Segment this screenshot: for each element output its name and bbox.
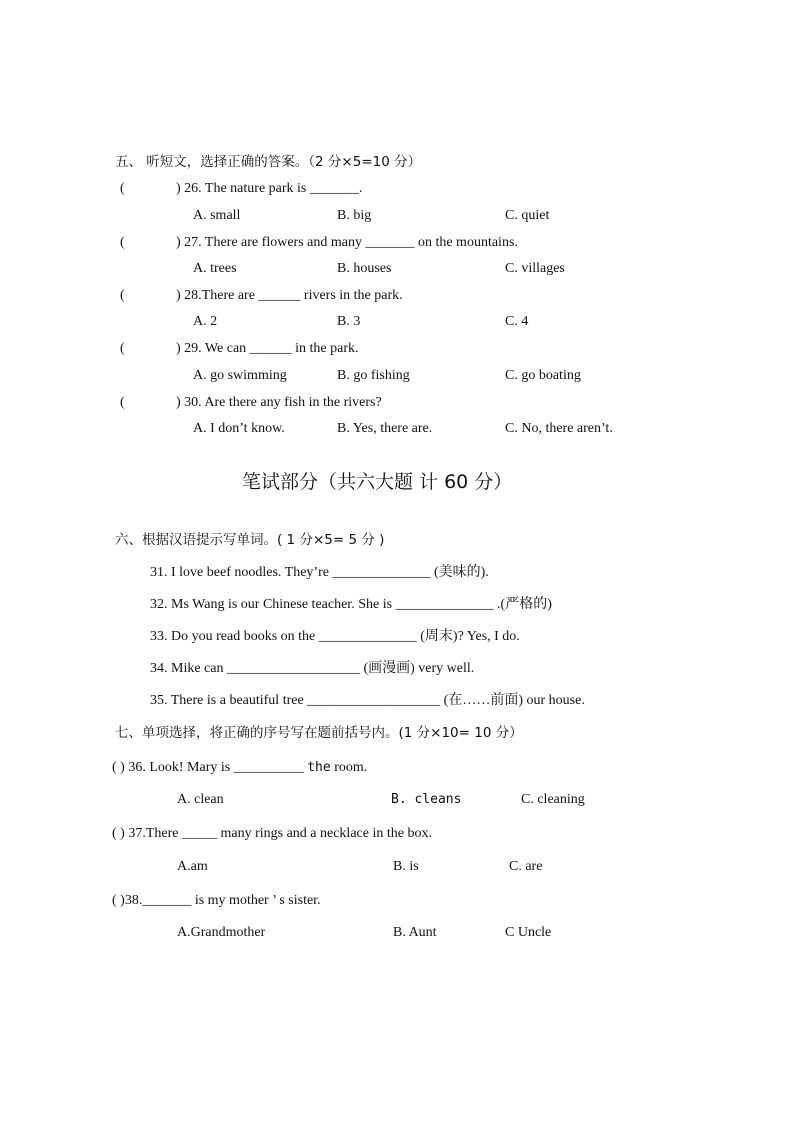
option-b: B. cleans [391,792,462,807]
answer-paren: ( ) [112,760,125,775]
answer-paren-close: ) [176,181,181,196]
question-38-text: 38._______ is my mother ’ s sister. [124,893,321,908]
option-b: B. big [337,208,372,223]
option-c: C. No, there aren’t. [505,421,613,436]
option-a: A. 2 [193,314,218,329]
option-a: A. trees [193,261,237,276]
section-6-heading: 六、根据汉语提示写单词。( 1 分×5= 5 分 ) [115,532,385,548]
option-b: B. Yes, there are. [337,421,433,436]
question-37-text: 37.There _____ many rings and a necklace in the box. [124,826,432,841]
question-34: 34. Mike can ___________________ (画漫画) very well. [150,661,475,676]
answer-paren-open: ( [120,395,125,410]
question-28-text: 28.There are ______ rivers in the park. [184,288,403,303]
option-c: C. go boating [505,368,581,383]
answer-paren-close: ) [176,341,181,356]
question-36-text-end: room. [330,760,368,775]
answer-paren-close: ) [176,235,181,250]
question-26-text: 26. The nature park is _______. [184,181,363,196]
question-36 [112,759,367,777]
section-5-heading: 五、 听短文，选择正确的答案。（2 分×5=10 分） [115,154,422,170]
answer-paren-open: ( [120,288,125,303]
answer-paren: ( ) [112,893,125,908]
question-31: 31. I love beef noodles. They’re ______________ (美味的). [150,565,489,580]
question-36-text: 36. Look! Mary is __________ [124,760,308,775]
question-stem [176,395,382,411]
option-b: B. 3 [337,314,361,329]
question-37 [112,825,432,843]
option-c: C. are [509,859,543,874]
option-b: B. go fishing [337,368,410,383]
answer-paren-open: ( [120,341,125,356]
option-c: C. quiet [505,208,550,223]
question-27-text: 27. There are flowers and many _______ on the mountains. [184,235,518,250]
option-a: A.am [177,859,208,874]
question-33: 33. Do you read books on the ______________ (周末)? Yes, I do. [150,629,520,644]
option-c: C Uncle [505,925,552,940]
option-a: A. go swimming [193,368,287,383]
option-b: B. Aunt [393,925,437,940]
option-c: C. cleaning [521,792,585,807]
option-b: B. is [393,859,419,874]
written-part-title: 笔试部分（共六大题 计 60 分） [242,471,513,493]
question-35: 35. There is a beautiful tree ___________________ (在……前面) our house. [150,693,585,708]
option-a: A. I don’t know. [193,421,285,436]
question-stem [176,235,518,251]
question-38 [112,892,321,910]
option-a: A.Grandmother [177,925,266,940]
answer-paren-open: ( [120,181,125,196]
answer-paren: ( ) [112,826,125,841]
question-stem [176,341,359,357]
option-c: C. villages [505,261,565,276]
question-30-text: 30. Are there any fish in the rivers? [184,395,382,410]
answer-paren-open: ( [120,235,125,250]
question-stem [176,181,362,197]
answer-paren-close: ) [176,288,181,303]
option-b: B. houses [337,261,392,276]
question-32: 32. Ms Wang is our Chinese teacher. She is ______________ .(严格的) [150,597,552,612]
option-c: C. 4 [505,314,529,329]
option-a: A. clean [177,792,224,807]
answer-paren-close: ) [176,395,181,410]
question-29-text: 29. We can ______ in the park. [184,341,359,356]
question-36-text-mono: the [307,760,331,775]
option-a: A. small [193,208,241,223]
section-7-heading: 七、单项选择，将正确的序号写在题前括号内。(1 分×10= 10 分） [115,725,523,741]
question-stem [176,288,403,304]
